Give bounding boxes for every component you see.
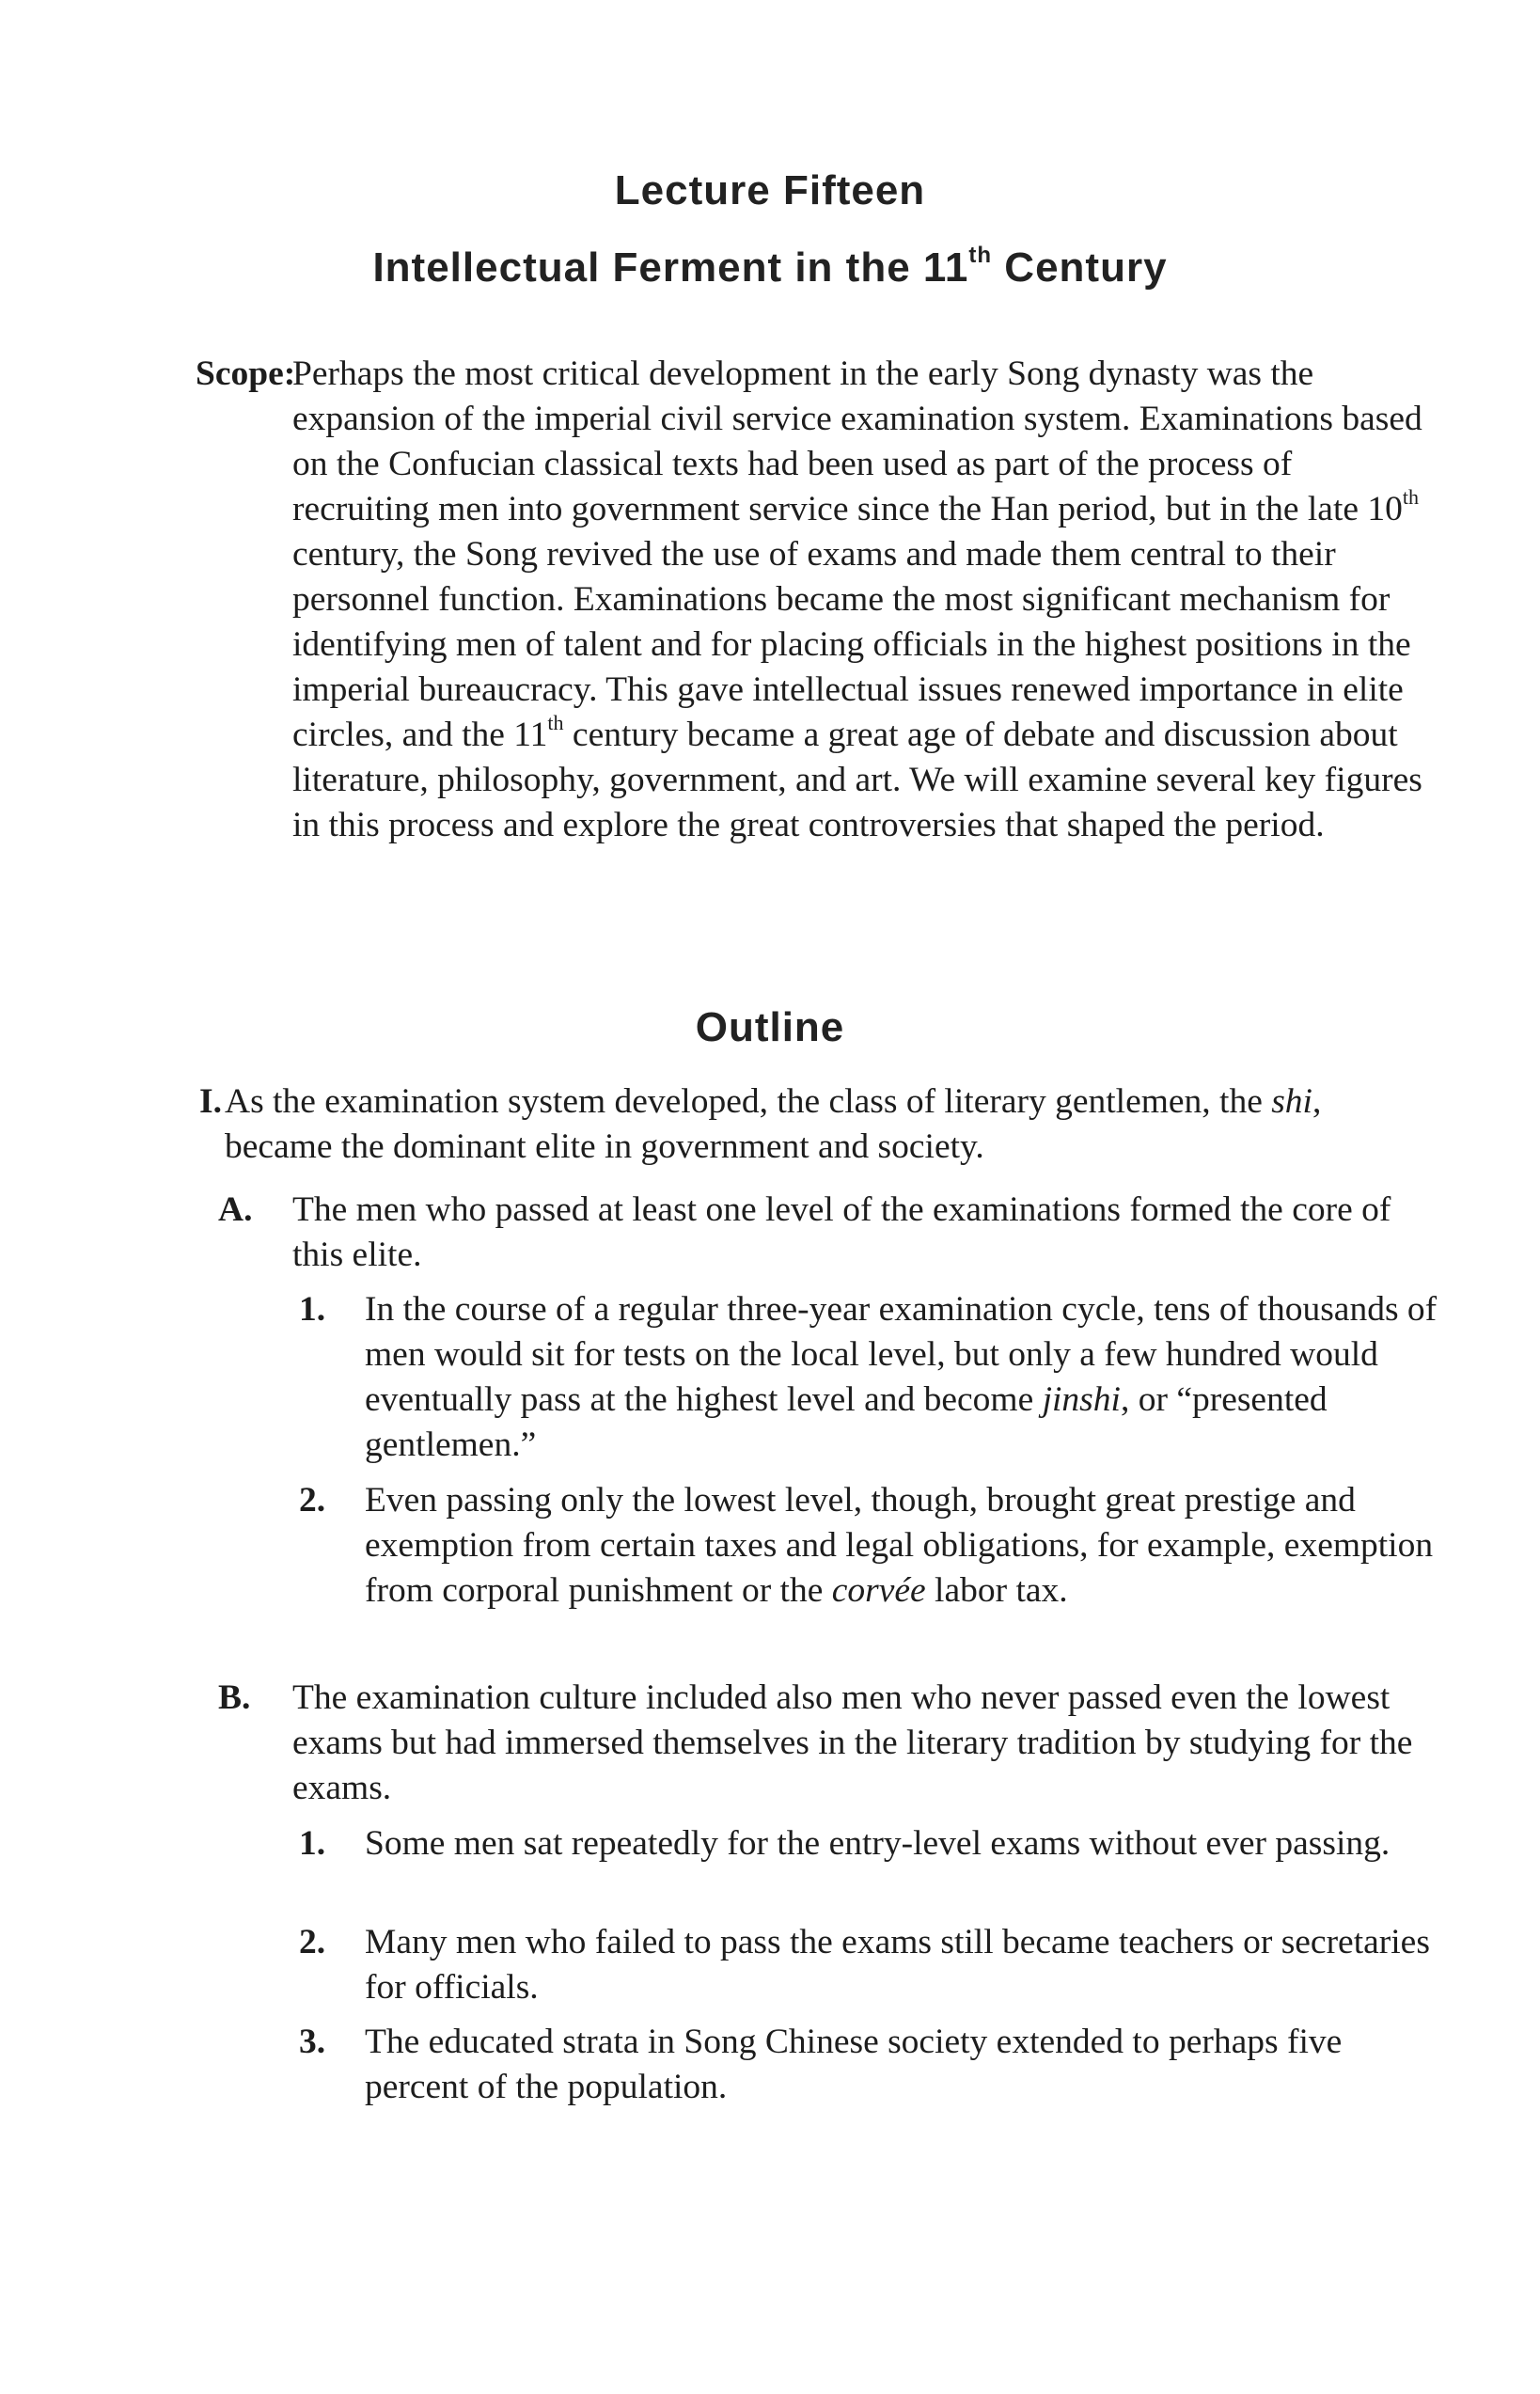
scope-text-part-2: century, the Song revived the use of exams and made them central to their personnel function. Examinations became the most significant mechanism for identifying men of talent and for placing officials in the highest positions in the imperial bureaucracy. This gave intellectual issues renewed importance in elite circles, and the 11 [292, 535, 1411, 754]
text-run: In the course of a regular three-year examination cycle, tens of thousands of men would sit for tests on the local level, but only a few hundred would eventually pass at the highest level and become [365, 1290, 1438, 1419]
lecture-title: Lecture Fifteen [614, 167, 926, 213]
text-run: Even passing only the lowest level, though, brought great prestige and exemption from certain taxes and legal obligations, for example, exemption from corporal punishment or the [365, 1481, 1434, 1610]
outline-item-text: Many men who failed to pass the exams still became teachers or secretaries for officials. [365, 1923, 1430, 2007]
outline-heading: Outline [695, 1004, 845, 1050]
text-run: , became the dominant elite in government and society. [225, 1082, 1322, 1166]
outline-marker: 3. [299, 2023, 326, 2061]
scope-text-part-1: Perhaps the most critical development in the early Song dynasty was the expansion of the imperial civil service examination system. Examinations based on the Confucian classical texts had been used as part of the process of recruiting men into government service since the Han period, but in the late 10 [292, 354, 1422, 528]
scope-text-part-3: century became a great age of debate and discussion about literature, philosophy, government, and art. We will examine several key figures in this process and explore the great controversies that shaped the period. [292, 716, 1422, 844]
outline-item-text [365, 1478, 1446, 1614]
lecture-subtitle [0, 244, 1540, 291]
text-run: labor tax. [925, 1571, 1068, 1610]
outline-marker: I. [199, 1082, 222, 1121]
italic-term: shi [1271, 1082, 1312, 1121]
outline-marker: B. [218, 1678, 251, 1717]
subtitle-prefix: Intellectual Ferment in the 11 [372, 244, 969, 291]
italic-term: jinshi [1042, 1380, 1121, 1419]
scope-paragraph [292, 352, 1435, 848]
scope-label: Scope: [196, 354, 296, 393]
outline-marker: 1. [299, 1824, 326, 1863]
subtitle-superscript: th [968, 243, 993, 269]
italic-term: corvée [831, 1571, 926, 1610]
subtitle-suffix: Century [992, 244, 1168, 291]
outline-marker: 2. [299, 1923, 326, 1961]
scope-superscript-2: th [547, 710, 564, 734]
outline-item-text: The educated strata in Song Chinese society extended to perhaps five percent of the population. [365, 2023, 1343, 2106]
outline-item-text [365, 1287, 1446, 1468]
outline-item-text: The examination culture included also men who never passed even the lowest exams but had immersed themselves in the literary tradition by studying for the exams. [292, 1678, 1413, 1807]
text-run: , or “presented gentlemen.” [365, 1380, 1328, 1464]
outline-item-text: The men who passed at least one level of the examinations formed the core of this elite. [292, 1190, 1391, 1274]
outline-item-text: Some men sat repeatedly for the entry-level exams without ever passing. [365, 1824, 1391, 1863]
outline-item-text [225, 1079, 1381, 1170]
outline-marker: 2. [299, 1481, 326, 1520]
text-run: As the examination system developed, the class of literary gentlemen, the [225, 1082, 1272, 1121]
scope-superscript-1: th [1402, 484, 1420, 509]
outline-marker: 1. [299, 1290, 326, 1329]
outline-marker: A. [218, 1190, 253, 1229]
